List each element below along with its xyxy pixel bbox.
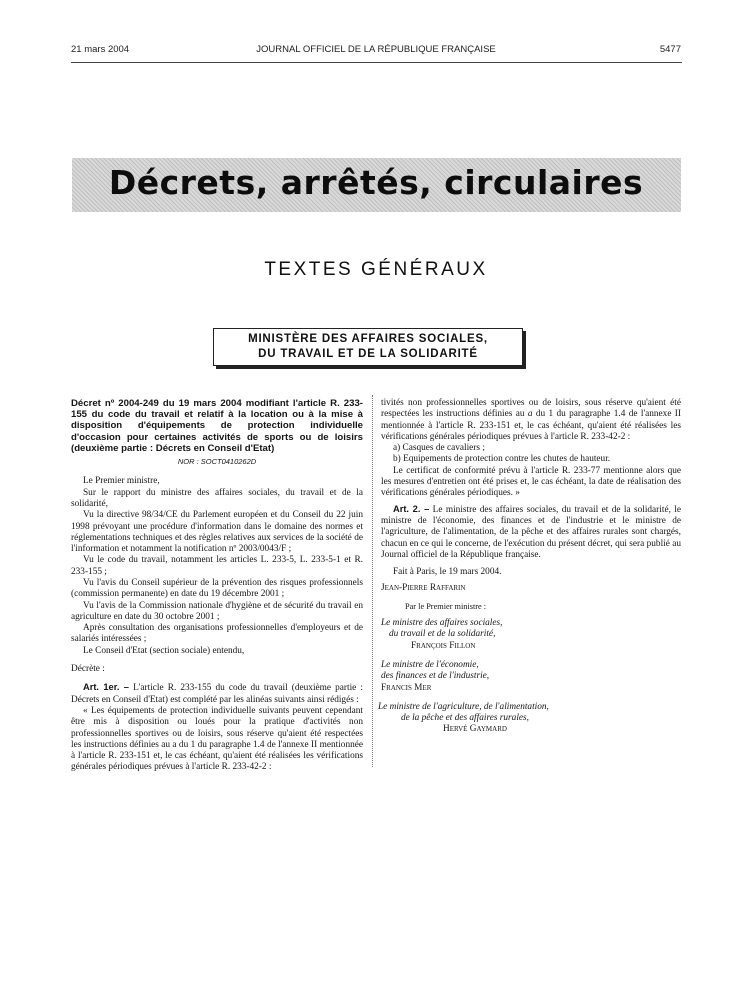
paragraph-vu-avis-commission: Vu l'avis de la Commission nationale d'hygiène et de sécurité du travail en agriculture en date du 30 octobre 2001 ; <box>71 600 363 622</box>
minister-3-title-line-1: Le ministre de l'agriculture, de l'alimentation, <box>378 701 549 712</box>
ministry-line-1: MINISTÈRE DES AFFAIRES SOCIALES, <box>248 333 488 345</box>
ministry-line-2: DU TRAVAIL ET DE LA SOLIDARITÉ <box>258 348 478 360</box>
article-2-text: Le ministre des affaires sociales, du travail et de la solidarité, le ministre de l'économie, des finances et de l'industrie et le ministre de l'agriculture, de l'alimentation, de la pêche et des affaires rurales sont chargés, chacun en ce qui le concerne, de l'exécution du présent décret, qui sera publié au Journal officiel de la République française. <box>381 504 681 560</box>
paragraph-sur-le-rapport: Sur le rapport du ministre des affaires sociales, du travail et de la solidarité, <box>71 487 363 509</box>
article-1-text: L'article R. 233-155 du code du travail (deuxième partie : Décrets en Conseil d'Etat) est complété par les alinéas suivants ainsi rédigés : <box>71 683 363 705</box>
article-2-label: Art. 2. – <box>393 503 430 514</box>
signature-premier-ministre: Jean-Pierre Raffarin <box>381 583 466 594</box>
ministry-box <box>213 328 523 366</box>
minister-3-name: Hervé Gaymard <box>443 724 507 735</box>
paragraph-premier-ministre: Le Premier ministre, <box>83 476 160 487</box>
minister-1-name: François Fillon <box>411 640 476 651</box>
paragraph-vu-avis-conseil: Vu l'avis du Conseil supérieur de la prévention des risques professionnels (commission permanente) en date du 19 décembre 2001 ; <box>71 577 363 600</box>
article-1-quote-continued: tivités non professionnelles sportives ou de loisirs, sous réserve qu'aient été respectées les instructions définies au a du 1 du paragraphe 1.4 de l'annexe II mentionnée à l'article R. 233-151 et, le cas échéant, qu'aient été réalisées les vérifications générales périodiques prévues à l'article R. 233-42-2 : <box>381 398 681 442</box>
decree-nor: NOR : SOCT0410262D <box>177 457 257 467</box>
minister-2-name: Francis Mer <box>381 682 432 693</box>
header-page-number: 5477 <box>659 44 681 55</box>
minister-3-title-line-2: de la pêche et des affaires rurales, <box>401 713 529 724</box>
minister-1-title-line-1: Le ministre des affaires sociales, <box>381 618 503 629</box>
article-2 <box>381 504 681 561</box>
paragraph-certificat: Le certificat de conformité prévu à l'article R. 233-77 mentionne alors que les mesures d'entretien ont été prises et, le cas échéant, la date de réalisation des vérifications générales périodiques. » <box>381 465 681 499</box>
right-column <box>378 398 681 736</box>
minister-2-title-line-2: des finances et de l'industrie, <box>381 671 490 682</box>
minister-2-title-line-1: Le ministre de l'économie, <box>381 659 479 670</box>
item-a: a) Casques de cavaliers ; <box>393 443 485 454</box>
header-date: 21 mars 2004 <box>71 44 130 55</box>
article-1 <box>71 682 363 706</box>
header-rule <box>71 62 682 63</box>
par-le-premier-ministre: Par le Premier ministre : <box>405 601 487 611</box>
fait-a-paris: Fait à Paris, le 19 mars 2004. <box>393 567 502 578</box>
article-1-quote: « Les équipements de protection individuelle suivants peuvent cependant être mis à disposition ou loués pour la pratique d'activités non professionnelles sportives ou de loisirs, sous réserve qu'aient été respectées les instructions définies au a du 1 du paragraphe 1.4 de l'annexe II mentionnée à l'article R. 233-151 et, le cas échéant, qu'aient été réalisées les vérifications générales périodiques prévues à l'article R. 233-42-2 : <box>71 705 363 773</box>
paragraph-apres-consultation: Après consultation des organisations professionnelles d'employeurs et de salariés intéressées ; <box>71 623 363 645</box>
decree-title: Décret nº 2004-249 du 19 mars 2004 modifiant l'article R. 233-155 du code du travail et relatif à la location ou à la mise à disposition d'équipements de protection individuelle d'occasion pour certaines activités de sports ou de loisirs (deuxième partie : Décrets en Conseil d'Etat) <box>71 398 363 454</box>
column-divider <box>372 395 373 767</box>
paragraph-vu-directive: Vu la directive 98/34/CE du Parlement européen et du Conseil du 22 juin 1998 prévoyant une procédure d'information dans le domaine des normes et réglementations techniques et des règles relatives aux services de la société de l'information et notamment la notification nº 2003/0043/F ; <box>71 510 363 555</box>
left-column <box>71 398 363 773</box>
item-b: b) Equipements de protection contre les chutes de hauteur. <box>393 454 611 465</box>
section-title: TEXTES GÉNÉRAUX <box>264 259 488 280</box>
article-1-label: Art. 1er. – <box>83 682 129 693</box>
minister-1-title-line-2: du travail et de la solidarité, <box>389 629 496 640</box>
paragraph-vu-code: Vu le code du travail, notamment les articles L. 233-5, L. 233-5-1 et R. 233-155 ; <box>71 555 363 577</box>
decrete-heading: Décrète : <box>71 664 105 675</box>
paragraph-conseil-etat: Le Conseil d'Etat (section sociale) entendu, <box>83 645 245 656</box>
header-journal-title: JOURNAL OFFICIEL DE LA RÉPUBLIQUE FRANÇAISE <box>256 44 496 55</box>
banner-title: Décrets, arrêtés, circulaires <box>108 163 644 202</box>
